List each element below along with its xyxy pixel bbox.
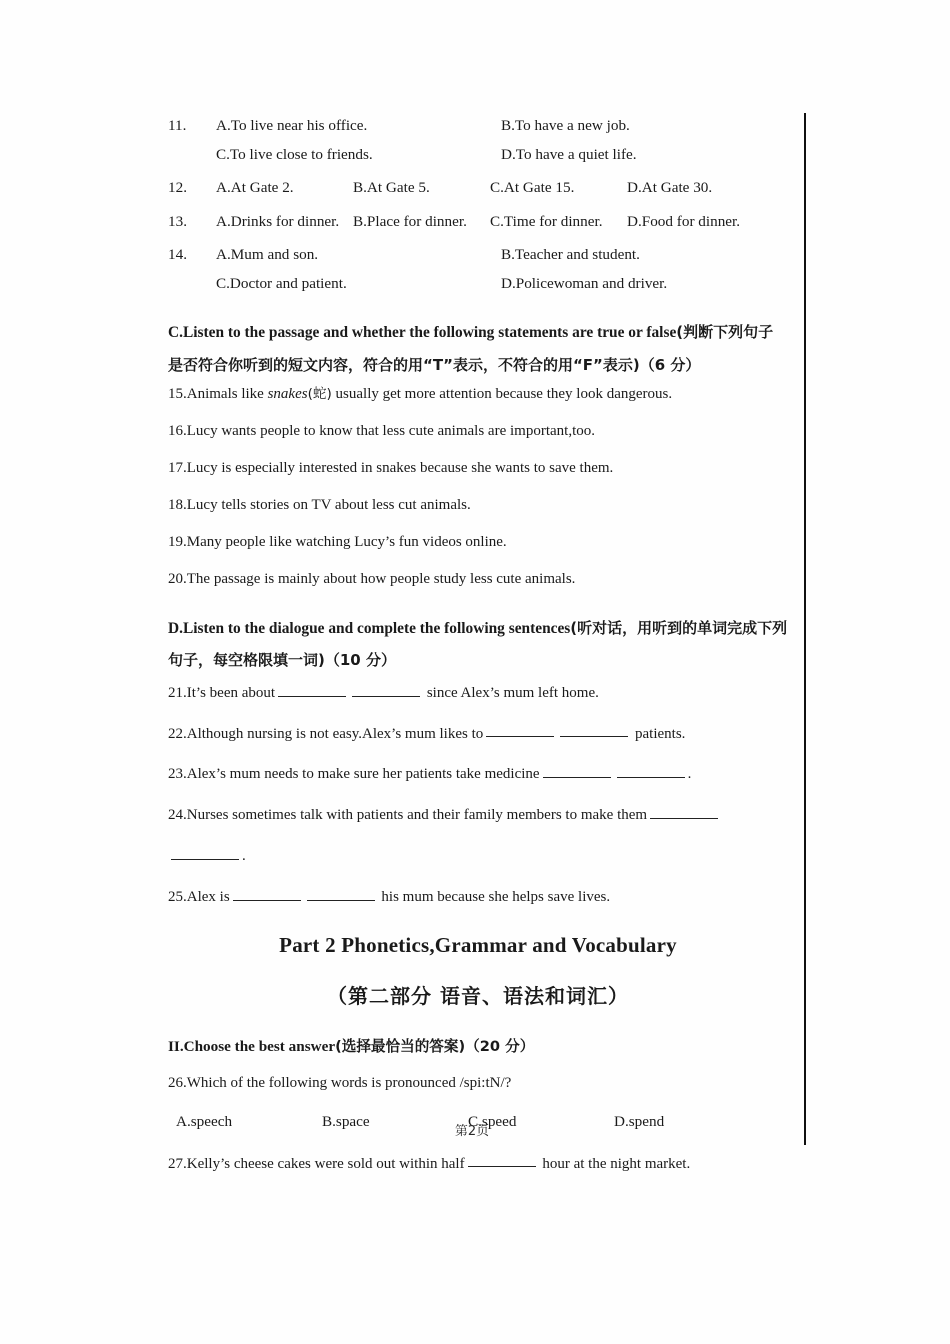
- option-c[interactable]: C.Time for dinner.: [490, 212, 603, 230]
- statement-16: 16.Lucy wants people to know that less cute animals are important,too.: [168, 422, 595, 439]
- fill-question-25: [168, 886, 788, 905]
- mc-question-14-line2: [168, 276, 788, 291]
- fill-question-23: [168, 763, 788, 782]
- option-a[interactable]: A.At Gate 2.: [216, 179, 294, 197]
- question-text-tail: patients.: [635, 725, 686, 742]
- fill-question-24: [168, 804, 788, 823]
- question-number: 12.: [168, 179, 187, 197]
- option-a[interactable]: A.Mum and son.: [216, 245, 319, 263]
- option-a[interactable]: A.To live near his office.: [216, 117, 368, 134]
- answer-blank[interactable]: [307, 886, 375, 901]
- section-ii-heading: [168, 1035, 788, 1056]
- statement-text: 15.Animals like: [168, 385, 268, 402]
- mc-question-12: [168, 180, 788, 195]
- statement-17: 17.Lucy is especially interested in snakes because she wants to save them.: [168, 459, 614, 476]
- fill-question-24-line2: [168, 845, 788, 864]
- answer-blank[interactable]: [486, 723, 554, 738]
- option-b[interactable]: B.space: [322, 1112, 370, 1130]
- question-text: 21.It’s been about: [168, 684, 276, 701]
- statement-15: [168, 387, 788, 402]
- option-c[interactable]: C.At Gate 15.: [490, 179, 575, 197]
- option-d[interactable]: D.spend: [614, 1112, 665, 1130]
- option-c[interactable]: C.Doctor and patient.: [216, 275, 347, 293]
- answer-blank[interactable]: [278, 682, 346, 697]
- question-text: 27.Kelly’s cheese cakes were sold out within half: [168, 1155, 465, 1172]
- answer-blank[interactable]: [543, 763, 611, 778]
- question-text-tail: his mum because she helps save lives.: [381, 888, 611, 905]
- option-d[interactable]: D.To have a quiet life.: [501, 146, 637, 164]
- section-c-heading-en: C.Listen to the passage and whether the following statements are true or false: [168, 324, 677, 342]
- option-a[interactable]: A.Drinks for dinner.: [216, 212, 340, 230]
- mc-question-13: [168, 214, 788, 229]
- option-c[interactable]: C.To live close to friends.: [216, 146, 373, 164]
- statement-text-tail: usually get more attention because they look dangerous.: [331, 385, 673, 402]
- answer-blank[interactable]: [617, 763, 685, 778]
- section-ii-heading-cn: (选择最恰当的答案)（20 分）: [335, 1037, 535, 1055]
- answer-blank[interactable]: [171, 845, 239, 860]
- option-d[interactable]: D.Policewoman and driver.: [501, 275, 668, 293]
- answer-blank[interactable]: [560, 723, 628, 738]
- question-text-tail: since Alex’s mum left home.: [426, 684, 599, 701]
- statement-italic-term: snakes: [267, 385, 308, 402]
- page-right-rule: [804, 113, 806, 1145]
- mc-question-14: [168, 247, 788, 262]
- page-footer: [0, 1120, 950, 1139]
- mc-question-11: [168, 118, 788, 133]
- answer-blank[interactable]: [352, 682, 420, 697]
- option-b[interactable]: B.Place for dinner.: [353, 212, 467, 230]
- section-c-heading: [168, 317, 788, 382]
- section-d-heading-cn: (听对话，用听到的单词完成下列句子，每空格限填一词)（10 分）: [168, 618, 788, 670]
- answer-blank[interactable]: [233, 886, 301, 901]
- statement-20: 20.The passage is mainly about how people study less cute animals.: [168, 570, 576, 587]
- part2-title: Part 2 Phonetics,Grammar and Vocabulary: [279, 932, 677, 957]
- question-number: 14.: [168, 245, 187, 263]
- question-text-tail: hour at the night market.: [542, 1155, 691, 1172]
- option-b[interactable]: B.To have a new job.: [501, 117, 630, 134]
- question-number: 11.: [168, 117, 187, 134]
- listening-mc-group: [168, 118, 788, 291]
- question-text: 24.Nurses sometimes talk with patients and their family members to make them: [168, 807, 648, 824]
- answer-blank[interactable]: [650, 804, 718, 819]
- section-c-heading-cn: (判断下列句子是否符合你听到的短文内容，符合的用“T”表示，不符合的用“F”表示)（6 分）: [168, 323, 774, 374]
- fill-question-21: [168, 682, 788, 701]
- mc-question-11-line2: [168, 147, 788, 162]
- section-d-heading-en: D.Listen to the dialogue and complete the following sentences: [168, 619, 571, 637]
- fill-question-22: [168, 723, 788, 742]
- statement-19: 19.Many people like watching Lucy’s fun videos online.: [168, 533, 507, 550]
- page-number-label: 第2页: [454, 1124, 490, 1139]
- question-text-tail: .: [687, 766, 692, 783]
- option-a[interactable]: A.speech: [176, 1112, 233, 1130]
- question-text: 25.Alex is: [168, 888, 230, 905]
- option-d[interactable]: D.At Gate 30.: [627, 179, 713, 197]
- option-c[interactable]: C.speed: [468, 1112, 517, 1130]
- question-27-stem: [168, 1153, 788, 1172]
- question-26-stem: 26.Which of the following words is pronounced /spi:tN/?: [168, 1074, 512, 1091]
- question-text: 22.Although nursing is not easy.Alex’s mum likes to: [168, 725, 484, 742]
- answer-blank[interactable]: [468, 1153, 536, 1168]
- option-b[interactable]: B.At Gate 5.: [353, 179, 430, 197]
- page-content: [168, 118, 788, 1193]
- question-text: 23.Alex’s mum needs to make sure her patients take medicine: [168, 766, 540, 783]
- part2-subtitle: （第二部分 语音、语法和词汇）: [327, 983, 629, 1008]
- section-ii-heading-en: II.Choose the best answer: [168, 1037, 336, 1055]
- statement-18: 18.Lucy tells stories on TV about less cut animals.: [168, 496, 471, 513]
- statement-gloss-cn: (蛇): [307, 385, 332, 402]
- question-text-tail: .: [242, 847, 246, 864]
- section-d-heading: [168, 613, 788, 678]
- question-number: 13.: [168, 212, 187, 230]
- option-d[interactable]: D.Food for dinner.: [627, 212, 741, 230]
- option-b[interactable]: B.Teacher and student.: [501, 245, 640, 263]
